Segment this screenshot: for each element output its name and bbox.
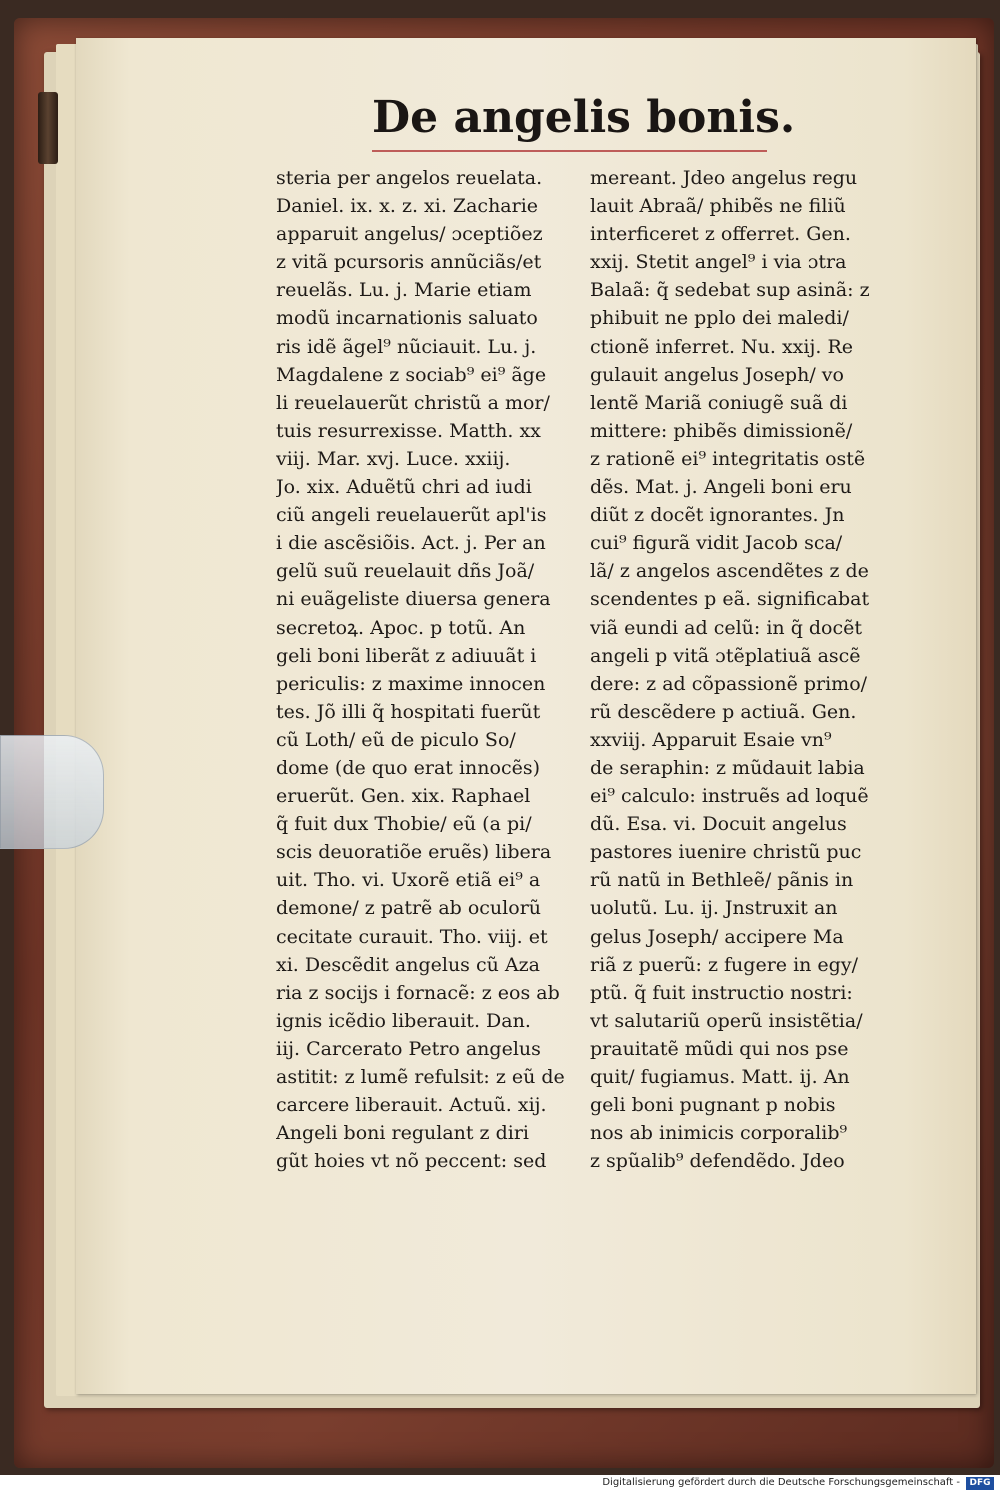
text-line: geli boni pugnant p nobis — [590, 1094, 836, 1117]
text-line: xi. Descẽdit angelus cũ Aza — [276, 953, 540, 976]
text-line: cui⁹ figurã vidit Jacob sca/ — [590, 532, 843, 555]
text-line: ei⁹ calculo: instruẽs ad loquẽ — [590, 785, 869, 808]
text-line: viã eundi ad celũ: in q̃ docẽt — [590, 616, 863, 639]
text-line: tes. Jõ illi q̃ hospitati fuerũt — [276, 700, 541, 723]
text-line: Angeli boni regulant z diri — [276, 1122, 530, 1145]
text-line: demone/ z patrẽ ab oculorũ — [276, 897, 542, 920]
page-heading: De angelis bonis. — [372, 92, 796, 143]
text-line: phibuit ne pplo dei maledi/ — [590, 307, 849, 330]
text-line: apparuit angelus/ ɔceptiõez — [276, 223, 543, 246]
text-line: diũt z docẽt ignorantes. Jn — [590, 504, 845, 527]
text-line: geli boni liberãt z adiuuãt i — [276, 644, 537, 667]
text-line: ciũ angeli reuelauerũt apl'is — [276, 504, 547, 527]
text-line: iij. Carcerato Petro angelus — [276, 1037, 541, 1060]
text-line: dẽs. Mat. j. Angeli boni eru — [590, 476, 852, 499]
text-line: angeli p vitã ɔtẽplatiuã ascẽ — [590, 644, 861, 667]
bookmark-tab — [0, 735, 104, 849]
heading-underline — [372, 150, 767, 152]
text-line: ria z socijs i fornacẽ: z eos ab — [276, 981, 560, 1004]
text-line: ni euãgeliste diuersa genera — [276, 588, 551, 611]
text-line: rũ natũ in Bethleẽ/ pãnis in — [590, 869, 854, 892]
text-line: viij. Mar. xvj. Luce. xxiij. — [276, 447, 511, 470]
text-line: gelũ suũ reuelauit dñs Joã/ — [276, 560, 535, 583]
text-line: gulauit angelus Joseph/ vo — [590, 363, 844, 386]
text-line: cecitate curauit. Tho. viij. et — [276, 925, 548, 948]
text-line: z vitã pcursoris annũciãs/et — [276, 251, 542, 274]
text-line: lauit Abraã/ phibẽs ne filiũ — [590, 195, 846, 218]
text-line: carcere liberauit. Actuũ. xij. — [276, 1094, 547, 1117]
text-line: cũ Loth/ eũ de piculo So/ — [276, 728, 516, 751]
text-line: secretoꝝ. Apoc. p totũ. An — [276, 616, 526, 639]
text-line: uolutũ. Lu. ij. Jnstruxit an — [590, 897, 838, 920]
text-line: tuis resurrexisse. Matth. xx — [276, 419, 541, 442]
text-line: i die ascẽsiõis. Act. j. Per an — [276, 532, 546, 555]
text-line: z spũalib⁹ defendẽdo. Jdeo — [590, 1150, 845, 1173]
text-line: ptũ. q̃ fuit instructio nostri: — [590, 981, 853, 1004]
funding-note: Digitalisierung gefördert durch die Deutsche Forschungsgemeinschaft - — [602, 1477, 960, 1488]
text-line: ignis icẽdio liberauit. Dan. — [276, 1009, 531, 1032]
text-line: scis deuoratiõe eruẽs) libera — [276, 841, 552, 864]
dfg-logo: DFG — [966, 1477, 994, 1490]
text-line: q̃ fuit dux Thobie/ eũ (a pi/ — [276, 813, 532, 836]
clasp-icon — [38, 92, 58, 164]
text-line: z rationẽ ei⁹ integritatis ostẽ — [590, 447, 866, 470]
text-line: reuelãs. Lu. j. Marie etiam — [276, 279, 532, 302]
text-line: ctionẽ inferret. Nu. xxij. Re — [590, 335, 853, 358]
text-line: quit/ fugiamus. Matt. ij. An — [590, 1066, 850, 1088]
text-line: Magdalene z sociab⁹ ei⁹ ãge — [276, 363, 547, 386]
text-line: lentẽ Mariã coniugẽ suã di — [590, 391, 848, 414]
text-line: mereant. Jdeo angelus regu — [590, 167, 858, 189]
text-line: xxviij. Apparuit Esaie vn⁹ — [590, 728, 832, 751]
text-line: li reuelauerũt christũ a mor/ — [276, 391, 550, 414]
text-line: interficeret z offerret. Gen. — [590, 223, 851, 246]
text-line: pastores iuenire christũ puc — [590, 841, 862, 864]
text-line: dũ. Esa. vi. Docuit angelus — [590, 813, 847, 836]
text-line: dere: z ad cõpassionẽ primo/ — [590, 672, 868, 695]
text-line: eruerũt. Gen. xix. Raphael — [276, 785, 531, 808]
text-line: xxij. Stetit angel⁹ i via ɔtra — [590, 251, 847, 274]
text-line: Daniel. ix. x. z. xi. Zacharie — [276, 195, 539, 218]
text-line: gelus Joseph/ accipere Ma — [590, 925, 844, 948]
text-line: mittere: phibẽs dimissionẽ/ — [590, 419, 853, 442]
text-line: astitit: z lumẽ refulsit: z eũ de — [276, 1066, 565, 1088]
text-line: nos ab inimicis corporalib⁹ — [590, 1122, 848, 1145]
text-line: vt salutariũ operũ insistẽtia/ — [590, 1009, 863, 1032]
text-line: lã/ z angelos ascendẽtes z de — [590, 560, 869, 583]
right-column — [590, 164, 890, 1175]
text-line: riã z puerũ: z fugere in egy/ — [590, 953, 858, 976]
text-line: de seraphin: z mũdauit labia — [590, 756, 865, 779]
left-column — [276, 164, 576, 1175]
text-line: uit. Tho. vi. Uxorẽ etiã ei⁹ a — [276, 869, 541, 892]
text-line: steria per angelos reuelata. — [276, 167, 543, 189]
text-line: periculis: z maxime innocen — [276, 672, 546, 695]
text-line: modũ incarnationis saluato — [276, 307, 538, 330]
text-line: ris idẽ ãgel⁹ nũciauit. Lu. j. — [276, 335, 537, 358]
text-line: scendentes p eã. significabat — [590, 588, 870, 611]
text-line: Balaã: q̃ sedebat sup asinã: z — [590, 279, 870, 302]
text-line: prauitatẽ mũdi qui nos pse — [590, 1037, 849, 1060]
text-line: dome (de quo erat innocẽs) — [276, 756, 541, 779]
text-line: gũt hoies vt nõ peccent: sed — [276, 1150, 547, 1173]
text-line: Jo. xix. Aduẽtũ chri ad iudi — [276, 476, 532, 499]
text-line: rũ descẽdere p actiuã. Gen. — [590, 700, 857, 723]
